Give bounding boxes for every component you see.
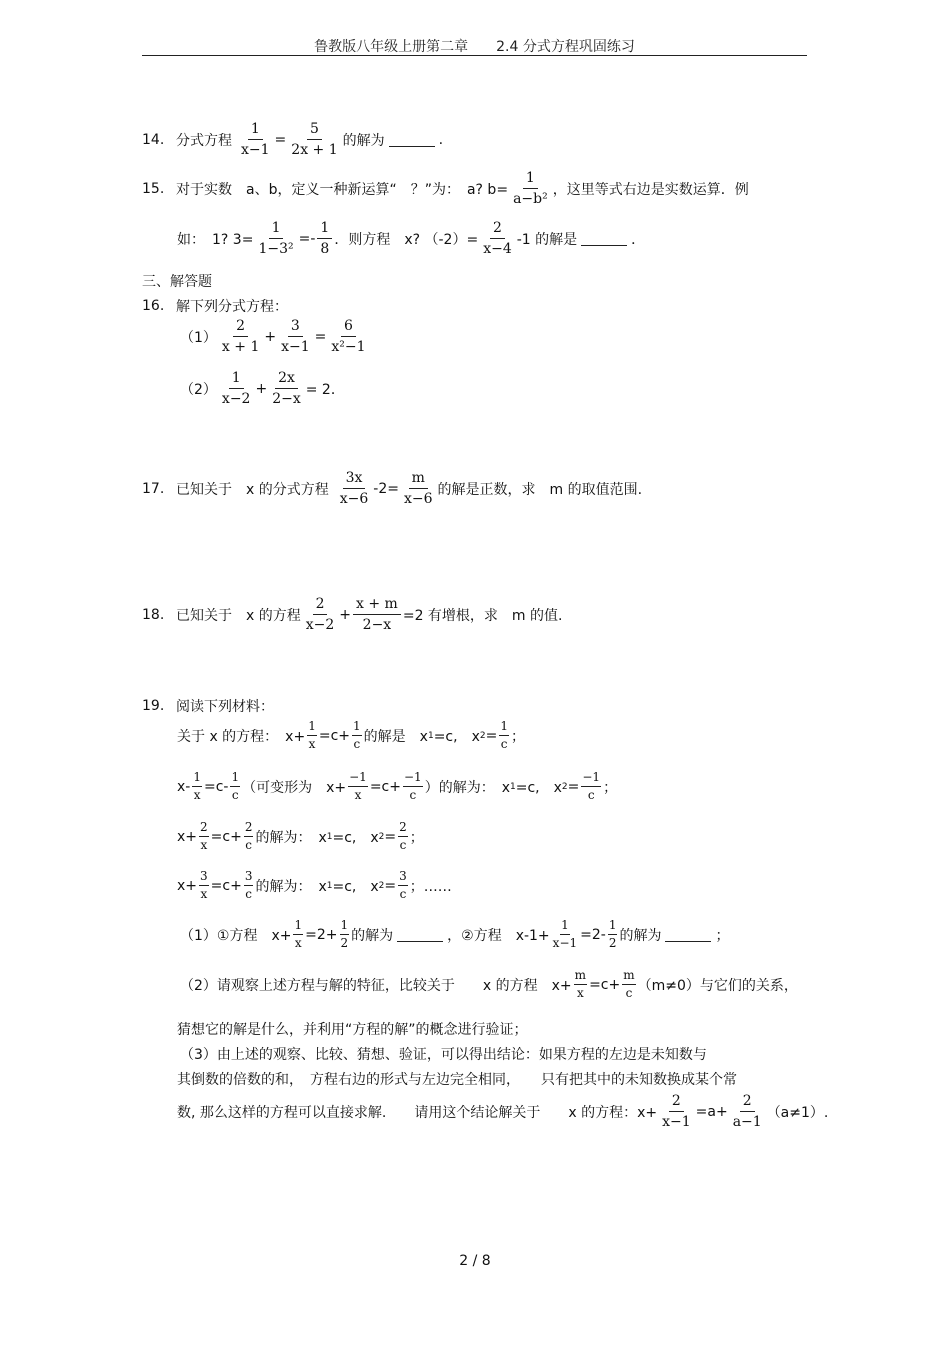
denominator: c [500, 737, 508, 751]
numerator: 1 [229, 370, 244, 389]
numerator: 3 [199, 870, 209, 886]
answer-blank[interactable] [397, 927, 443, 942]
denominator: x−1 [281, 339, 310, 355]
page-number: 2 / 8 [459, 1253, 491, 1269]
text: （a≠1）. [766, 1104, 829, 1121]
text: ． [631, 231, 646, 248]
fraction [317, 220, 332, 257]
text: 阅读下列材料： [176, 699, 274, 715]
denominator: x−2 [221, 391, 251, 407]
numerator: 6 [341, 318, 356, 337]
fraction [238, 121, 273, 158]
header-rule [142, 55, 807, 56]
denominator: x + 1 [221, 339, 260, 355]
denominator: x²−1 [331, 339, 366, 355]
text: 猜想它的解是什么，并利用“方程的解”的概念进行验证； [177, 1022, 528, 1038]
text: + [264, 328, 277, 345]
text: =c+ [318, 727, 351, 744]
text: x+ [177, 828, 198, 845]
fraction [244, 821, 254, 852]
numerator: m [409, 470, 428, 489]
numerator: 1 [269, 220, 284, 239]
denominator: c [231, 788, 239, 802]
denominator: c [409, 788, 417, 802]
subscript: 2 [378, 831, 385, 842]
part-label: （1） [180, 329, 217, 346]
fraction [581, 771, 601, 802]
numerator: 1 [230, 771, 240, 787]
question-16-part-2 [180, 370, 345, 407]
text: = [485, 727, 498, 744]
text: 已知关于 x 的方程 [176, 607, 301, 624]
question-16-part-1 [180, 318, 371, 355]
fraction [398, 870, 408, 901]
fraction [398, 821, 408, 852]
denominator: 1−3² [258, 241, 294, 257]
text: 的解为： x [255, 878, 327, 895]
question-number: 14. [142, 131, 165, 148]
numerator: 2 [244, 821, 254, 837]
fraction [574, 969, 587, 1000]
numerator: 1 [523, 170, 538, 189]
question-15 [142, 170, 749, 207]
question-14 [142, 121, 443, 158]
numerator: −1 [348, 771, 368, 787]
text: ．则方程 x? （-2）= [334, 231, 479, 248]
text: 分式方程 [176, 132, 232, 149]
numerator: 2 [490, 220, 505, 239]
denominator: x [294, 936, 302, 950]
subscript: 1 [427, 730, 434, 741]
question-19-part-1 [180, 919, 729, 950]
denominator: x−6 [339, 491, 369, 507]
fraction [199, 870, 209, 901]
fraction [480, 220, 515, 257]
text: = [314, 328, 327, 345]
text: =2- [580, 926, 606, 943]
denominator: 2x + 1 [291, 142, 338, 158]
fraction [552, 919, 578, 950]
fraction [303, 596, 338, 633]
text: 的解是正数，求 m 的取值范围. [437, 481, 643, 498]
subscript: 2 [561, 781, 568, 792]
text: = [567, 778, 580, 795]
denominator: x−1 [241, 142, 270, 158]
numerator: m [574, 969, 587, 985]
text: =c, x [332, 829, 379, 846]
answer-blank[interactable] [665, 927, 711, 942]
denominator: 2−x [362, 617, 392, 633]
denominator: a−1 [732, 1114, 762, 1130]
fraction [337, 470, 372, 507]
denominator: c [587, 788, 595, 802]
text: =c, x [433, 728, 480, 745]
numerator: 2x [275, 370, 298, 389]
section-heading: 三、解答题 [142, 274, 212, 290]
text: 如： 1? 3= [177, 231, 254, 248]
text: 关于 x 的方程： x+ [177, 728, 306, 745]
subscript: 2 [378, 880, 385, 891]
numerator: x + m [353, 596, 401, 615]
text: 的解是 x [363, 728, 428, 745]
numerator: 2 [199, 821, 209, 837]
denominator: c [625, 986, 633, 1000]
text: . [438, 131, 444, 148]
text: x+ [177, 877, 198, 894]
text: 对于实数 a、b，定义一种新运算“ ？”为： a? b= [176, 181, 509, 198]
numerator: 1 [293, 919, 303, 935]
question-number: 16. [142, 298, 165, 314]
answer-blank[interactable] [581, 231, 627, 246]
text: x- [177, 778, 191, 795]
material-row-2 [177, 771, 617, 802]
text: 的解为： x [255, 829, 327, 846]
question-17 [142, 470, 642, 507]
fraction [255, 220, 296, 257]
fraction [199, 821, 209, 852]
text: -2= [373, 480, 399, 497]
question-number: 17. [142, 480, 165, 497]
question-18 [142, 596, 562, 633]
numerator: 5 [307, 121, 322, 140]
fraction [230, 771, 240, 802]
denominator: x−2 [305, 617, 335, 633]
fraction [348, 771, 368, 802]
text: =a+ [695, 1103, 728, 1120]
numerator: 3 [244, 870, 254, 886]
denominator: c [245, 887, 253, 901]
text: + [255, 380, 268, 397]
text: ；…… [409, 878, 452, 895]
text: =c, x [515, 779, 562, 796]
page-header: 鲁教版八年级上册第二章 2.4 分式方程巩固练习 [314, 39, 635, 55]
fraction [622, 969, 635, 1000]
question-19-part-3-line-2 [177, 1069, 737, 1089]
text: ； [603, 779, 618, 796]
text: 数, 那么这样的方程可以直接求解. 请用这个结论解关于 x 的方程：x+ [177, 1104, 658, 1121]
section-title [142, 271, 212, 291]
text: （可变形为 x+ [242, 779, 347, 796]
text: -1 的解是 [516, 231, 578, 248]
fraction [340, 919, 350, 950]
subscript: 1 [326, 831, 333, 842]
text: ； [409, 829, 424, 846]
fraction [219, 370, 254, 407]
text: 的解为 [342, 132, 385, 149]
fraction [244, 870, 254, 901]
subscript: 1 [510, 781, 516, 792]
numerator: 1 [307, 720, 317, 736]
numerator: 1 [608, 919, 618, 935]
fraction [269, 370, 304, 407]
question-15-line-2 [177, 220, 645, 257]
text: 其倒数的倍数的和， 方程右边的形式与左边完全相同， 只有把其中的未知数换成某个常 [177, 1072, 737, 1088]
denominator: 2 [608, 936, 617, 950]
numerator: 1 [317, 220, 332, 239]
subscript: 1 [326, 880, 333, 891]
fraction [192, 771, 202, 802]
fraction [401, 470, 436, 507]
numerator: 1 [352, 720, 362, 736]
denominator: c [353, 737, 361, 751]
numerator: 3x [343, 470, 366, 489]
fraction [510, 170, 551, 207]
part-label: （2） [180, 381, 217, 398]
text: = [274, 131, 287, 148]
denominator: 2 [340, 936, 349, 950]
text: + [339, 606, 352, 623]
fraction [278, 318, 313, 355]
denominator: x [354, 788, 362, 802]
question-number: 19. [142, 698, 165, 714]
text: ； [510, 728, 525, 745]
fraction [352, 720, 362, 751]
text: ）的解为： x [424, 779, 510, 796]
numerator: 2 [669, 1093, 684, 1112]
material-row-3 [177, 821, 424, 852]
denominator: 8 [320, 241, 330, 257]
text: ，这里等式右边是实数运算．例 [552, 181, 749, 198]
denominator: x [200, 887, 208, 901]
text: =c+ [589, 976, 621, 993]
question-19-part-3 [180, 1044, 707, 1064]
answer-blank[interactable] [389, 132, 435, 147]
numerator: 2 [233, 318, 248, 337]
fraction [307, 720, 317, 751]
text: =c+ [210, 828, 242, 845]
fraction [403, 771, 423, 802]
text: =2 有增根，求 m 的值. [402, 607, 563, 624]
material-row-4 [177, 870, 452, 901]
text: 的解为 [619, 927, 662, 944]
numerator: 1 [192, 771, 202, 787]
fraction [293, 919, 303, 950]
text: ，②方程 x-1+ [447, 927, 550, 944]
subscript: 2 [479, 730, 486, 741]
numerator: 1 [340, 919, 350, 935]
text: （3）由上述的观察、比较、猜想、验证，可以得出结论：如果方程的左边是未知数与 [180, 1047, 707, 1063]
text: = [384, 828, 397, 845]
denominator: c [399, 838, 407, 852]
denominator: 2−x [272, 391, 301, 407]
denominator: x [308, 737, 316, 751]
denominator: x [200, 838, 208, 852]
numerator: 1 [560, 919, 570, 935]
text: 解下列分式方程： [176, 299, 288, 315]
question-19-part-3-line-3 [177, 1093, 828, 1130]
question-19-part-2-line-2 [177, 1019, 528, 1039]
denominator: x [193, 788, 201, 802]
numerator: −1 [403, 771, 423, 787]
text: =2+ [305, 926, 338, 943]
text: = [384, 877, 397, 894]
text: （m≠0）与它们的关系， [637, 977, 798, 994]
denominator: c [245, 838, 253, 852]
text: =c, x [332, 878, 379, 895]
fraction [353, 596, 401, 633]
denominator: x [576, 986, 584, 1000]
text: =c+ [369, 778, 401, 795]
denominator: x−1 [552, 936, 578, 950]
numerator: 1 [248, 121, 263, 140]
numerator: 2 [398, 821, 408, 837]
text: =c+ [210, 877, 242, 894]
text: （2）请观察上述方程与解的特征，比较关于 x 的方程 x+ [180, 977, 572, 994]
denominator: a−b² [513, 191, 548, 207]
text: 的解为 [351, 927, 394, 944]
fraction [730, 1093, 765, 1130]
question-19 [142, 696, 274, 716]
denominator: x−1 [662, 1114, 691, 1130]
question-number: 18. [142, 606, 165, 623]
numerator: m [622, 969, 635, 985]
material-row-1 [177, 720, 525, 751]
question-19-part-2 [180, 969, 798, 1000]
text: =c- [203, 778, 229, 795]
fraction [219, 318, 262, 355]
denominator: x−6 [404, 491, 433, 507]
numerator: 2 [740, 1093, 755, 1112]
question-16 [142, 296, 288, 316]
text: 已知关于 x 的分式方程 [176, 481, 329, 498]
denominator: x−4 [483, 241, 512, 257]
fraction [288, 121, 340, 158]
text: （1）①方程 x+ [180, 927, 292, 944]
text: ； [715, 927, 730, 944]
fraction [328, 318, 368, 355]
fraction [608, 919, 618, 950]
numerator: 3 [398, 870, 408, 886]
question-number: 15. [142, 180, 165, 197]
denominator: c [399, 887, 407, 901]
numerator: 3 [288, 318, 303, 337]
numerator: 2 [313, 596, 328, 615]
fraction [659, 1093, 694, 1130]
numerator: 1 [499, 720, 509, 736]
fraction [499, 720, 509, 751]
numerator: −1 [581, 771, 601, 787]
text: = 2． [305, 381, 345, 398]
text: =- [298, 230, 316, 247]
